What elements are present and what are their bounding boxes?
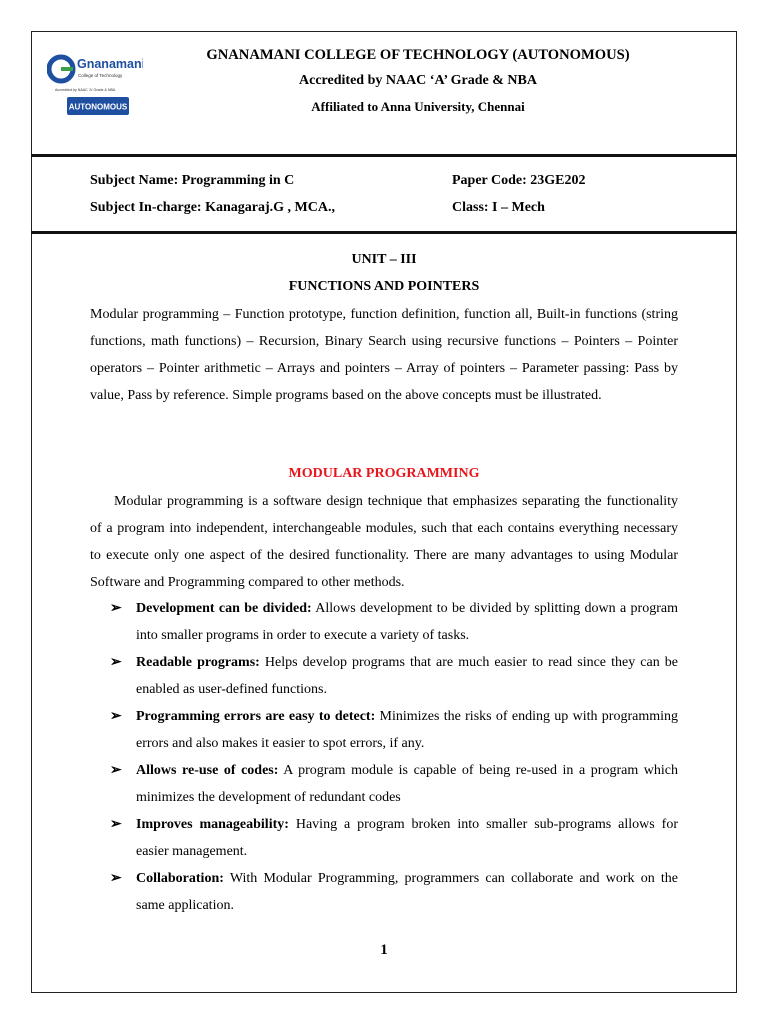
arrow-bullet-icon: ➢ <box>110 601 122 616</box>
bullet-text: Allows development to be divided by splitting down a program into smaller programs in order to execute a variety of tasks. <box>136 601 678 643</box>
bullet-term: Improves manageability: <box>136 817 289 832</box>
logo-accredit-text: Accredited by NAAC 'A' Grade & NBA <box>55 88 116 92</box>
class-info: Class: I – Mech <box>452 200 545 215</box>
list-item <box>90 703 678 757</box>
arrow-bullet-icon: ➢ <box>110 655 122 670</box>
list-item <box>90 757 678 811</box>
bullet-text: With Modular Programming, programmers can collaborate and work on the same application. <box>136 871 678 913</box>
accreditation: Accredited by NAAC ‘A’ Grade & NBA <box>299 73 537 88</box>
page-number: 1 <box>380 942 388 958</box>
logo-graphic <box>47 47 143 131</box>
list-item <box>90 811 678 865</box>
arrow-bullet-icon: ➢ <box>110 709 122 724</box>
section-heading: MODULAR PROGRAMMING <box>288 466 480 481</box>
bullet-term: Collaboration: <box>136 871 224 886</box>
arrow-bullet-icon: ➢ <box>110 763 122 778</box>
header-divider <box>31 154 737 157</box>
list-item <box>90 595 678 649</box>
list-item <box>90 865 678 919</box>
unit-syllabus: Modular programming – Function prototype, function definition, function all, Built-in functions (string functions, math functions) – Recursion, Binary Search using recursive functions – Pointers – Pointer operators – Pointer arithmetic – Arrays and pointers – Array of pointers – Parameter passing: Pass by value, Pass by reference. Simple programs based on the above concepts must be illustrated. <box>90 307 678 403</box>
course-divider <box>31 231 737 234</box>
logo-brand-text: Gnanamani <box>77 57 143 71</box>
bullet-text: Having a program broken into smaller sub-programs allows for easier management. <box>136 817 678 859</box>
paper-code: Paper Code: 23GE202 <box>452 173 586 188</box>
logo-sub-text: College of Technology <box>78 73 123 78</box>
bullet-term: Allows re-use of codes: <box>136 763 279 778</box>
logo-badge-text: AUTONOMOUS <box>68 102 128 112</box>
affiliation: Affiliated to Anna University, Chennai <box>311 99 525 114</box>
institution-name: GNANAMANI COLLEGE OF TECHNOLOGY (AUTONOMOUS) <box>206 47 630 63</box>
bullet-text: A program module is capable of being re-used in a program which minimizes the development of redundant codes <box>136 763 678 805</box>
list-item <box>90 649 678 703</box>
bullet-term: Development can be divided: <box>136 601 312 616</box>
arrow-bullet-icon: ➢ <box>110 871 122 886</box>
subject-name: Subject Name: Programming in C <box>90 173 295 188</box>
bullet-term: Readable programs: <box>136 655 260 670</box>
section-intro: Modular programming is a software design technique that emphasizes separating the functionality of a program into independent, interchangeable modules, such that each contains everything necessary to execute only one aspect of the desired functionality. There are many advantages to using Modular Software and Programming compared to other methods. <box>90 494 678 590</box>
unit-number: UNIT – III <box>351 252 417 267</box>
arrow-bullet-icon: ➢ <box>110 817 122 832</box>
advantages-list <box>90 595 678 919</box>
college-logo <box>47 47 143 131</box>
unit-title: FUNCTIONS AND POINTERS <box>288 279 480 294</box>
subject-incharge: Subject In-charge: Kanagaraj.G , MCA., <box>90 200 335 215</box>
bullet-text: Helps develop programs that are much easier to read since they can be enabled as user-defined functions. <box>136 655 678 697</box>
bullet-text: Minimizes the risks of ending up with programming errors and also makes it easier to spot errors, if any. <box>136 709 678 751</box>
bullet-term: Programming errors are easy to detect: <box>136 709 376 724</box>
